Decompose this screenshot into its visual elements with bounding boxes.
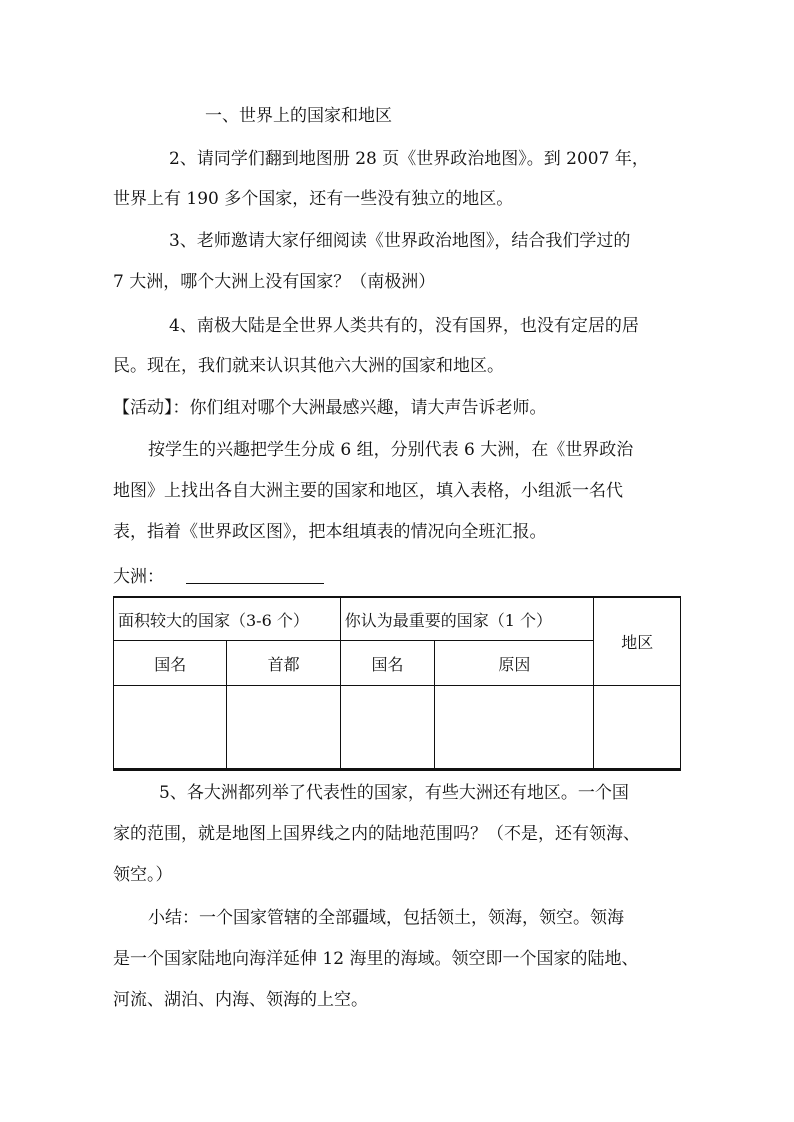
table-cell-blank bbox=[435, 686, 594, 771]
summary-line-1: 小结：一个国家管辖的全部疆域，包括领土，领海，领空。领海 bbox=[148, 908, 624, 928]
table-cell-blank bbox=[114, 686, 227, 771]
continent-table bbox=[113, 597, 681, 771]
paragraph-2-line-1: 2、请同学们翻到地图册 28 页《世界政治地图》。到 2007 年， bbox=[169, 149, 649, 169]
section-heading: 一、世界上的国家和地区 bbox=[205, 106, 392, 126]
paragraph-6-line-2: 地图》上找出各自大洲主要的国家和地区，填入表格，小组派一名代 bbox=[113, 481, 623, 501]
continent-label: 大洲： bbox=[113, 567, 164, 587]
table-col-reason: 原因 bbox=[435, 641, 594, 686]
paragraph-3-line-2: 7 大洲，哪个大洲上没有国家？（南极洲） bbox=[113, 272, 436, 292]
table-col-country-name-1: 国名 bbox=[114, 641, 227, 686]
table-top-rule bbox=[113, 596, 681, 598]
paragraph-2-line-2: 世界上有 190 多个国家，还有一些没有独立的地区。 bbox=[113, 189, 514, 209]
paragraph-3-line-1: 3、老师邀请大家仔细阅读《世界政治地图》，结合我们学过的 bbox=[169, 231, 631, 251]
paragraph-4-line-1: 4、南极大陆是全世界人类共有的，没有国界，也没有定居的居 bbox=[169, 316, 639, 336]
paragraph-6-line-3: 表，指着《世界政区图》，把本组填表的情况向全班汇报。 bbox=[113, 522, 547, 542]
summary-line-2: 是一个国家陆地向海洋延伸 12 海里的海域。领空即一个国家的陆地、 bbox=[113, 949, 639, 969]
table-bottom-rule bbox=[113, 768, 681, 771]
activity-line: 【活动】：你们组对哪个大洲最感兴趣，请大声告诉老师。 bbox=[113, 398, 547, 418]
table-col-capital: 首都 bbox=[227, 641, 340, 686]
table-cell-blank bbox=[227, 686, 340, 771]
continent-fill-line bbox=[186, 583, 324, 584]
table-cell-blank bbox=[340, 686, 435, 771]
summary-line-3: 河流、湖泊、内海、领海的上空。 bbox=[113, 990, 368, 1010]
paragraph-5-line-2: 家的范围，就是地图上国界线之内的陆地范围吗？（不是，还有领海、 bbox=[113, 824, 640, 844]
paragraph-5-line-3: 领空。） bbox=[113, 865, 173, 885]
table-cell-blank bbox=[594, 686, 681, 771]
table-header-important-country: 你认为最重要的国家（1 个） bbox=[340, 598, 594, 641]
table-col-country-name-2: 国名 bbox=[340, 641, 435, 686]
table-header-large-countries: 面积较大的国家（3-6 个） bbox=[114, 598, 341, 641]
table-header-region: 地区 bbox=[594, 598, 681, 686]
paragraph-6-line-1: 按学生的兴趣把学生分成 6 组，分别代表 6 大洲，在《世界政治 bbox=[148, 440, 634, 460]
paragraph-4-line-2: 民。现在，我们就来认识其他六大洲的国家和地区。 bbox=[113, 356, 504, 376]
paragraph-5-line-1: 5、各大洲都列举了代表性的国家，有些大洲还有地区。一个国 bbox=[159, 783, 629, 803]
